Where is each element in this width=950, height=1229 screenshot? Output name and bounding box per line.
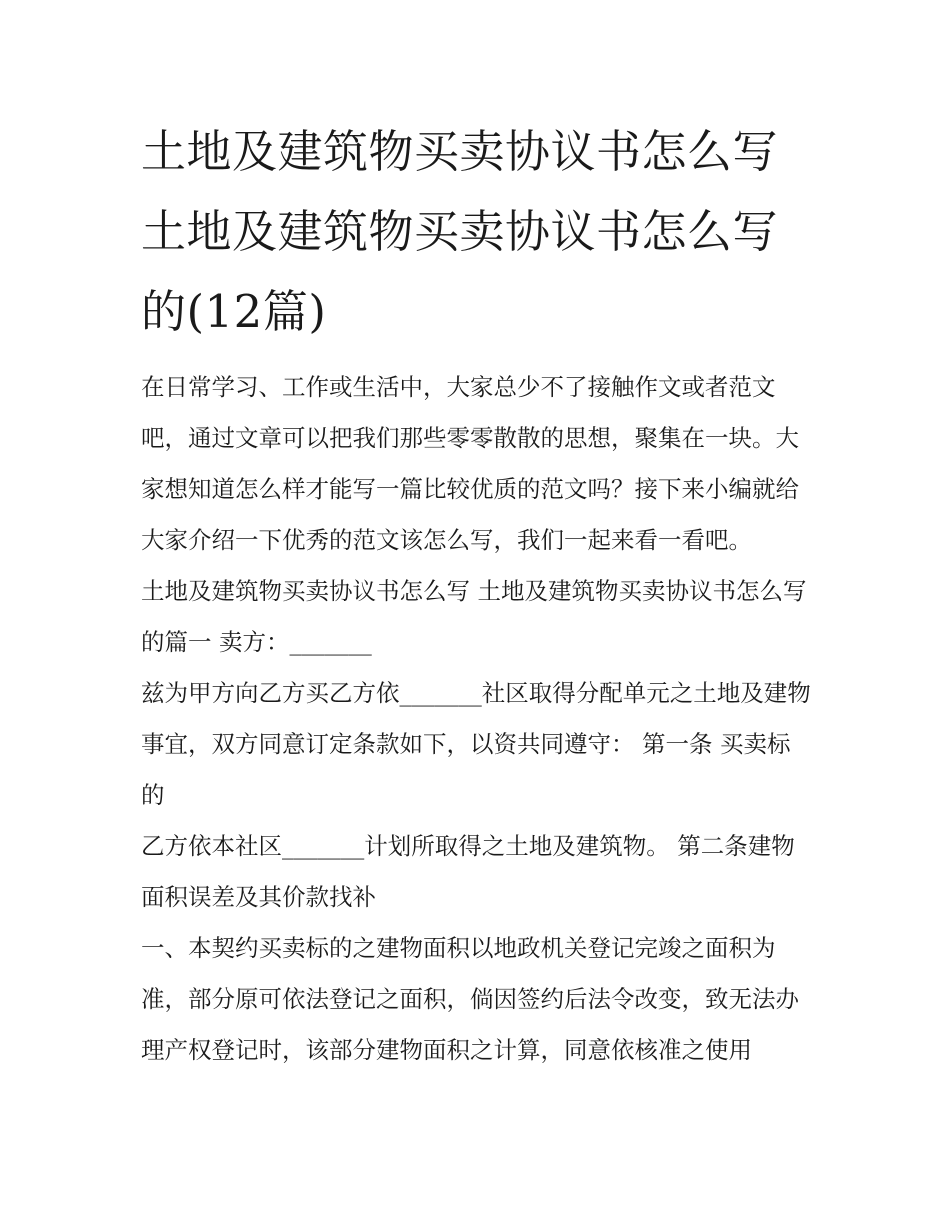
article-one-paragraph: 乙方依本社区_______计划所取得之土地及建筑物。 第二条建物面积误差及其价款找补 [141, 832, 795, 911]
article-two-paragraph: 一、本契约买卖标的之建物面积以地政机关登记完竣之面积为准，部分原可依法登记之面积，倘因签约后法令改变，致无法办理产权登记时，该部分建物面积之计算，同意依核准之使用 [141, 934, 799, 1064]
preamble-paragraph: 兹为甲方向乙方买乙方依_______社区取得分配单元之土地及建物事宜，双方同意订定条款如下，以资共同遵守： 第一条 买卖标的 [141, 679, 811, 809]
intro-paragraph: 在日常学习、工作或生活中，大家总少不了接触作文或者范文吧，通过文章可以把我们那些零零散散的思想，聚集在一块。大家想知道怎么样才能写一篇比较优质的范文吗？接下来小编就给大家介绍一下优秀的范文该怎么写，我们一起来看一看吧。 [141, 373, 799, 554]
section-heading-paragraph: 土地及建筑物买卖协议书怎么写 土地及建筑物买卖协议书怎么写的篇一 卖方：_______ [141, 577, 807, 656]
document-body [141, 112, 813, 1076]
document-title: 土地及建筑物买卖协议书怎么写 土地及建筑物买卖协议书怎么写的(12篇) [141, 125, 779, 338]
